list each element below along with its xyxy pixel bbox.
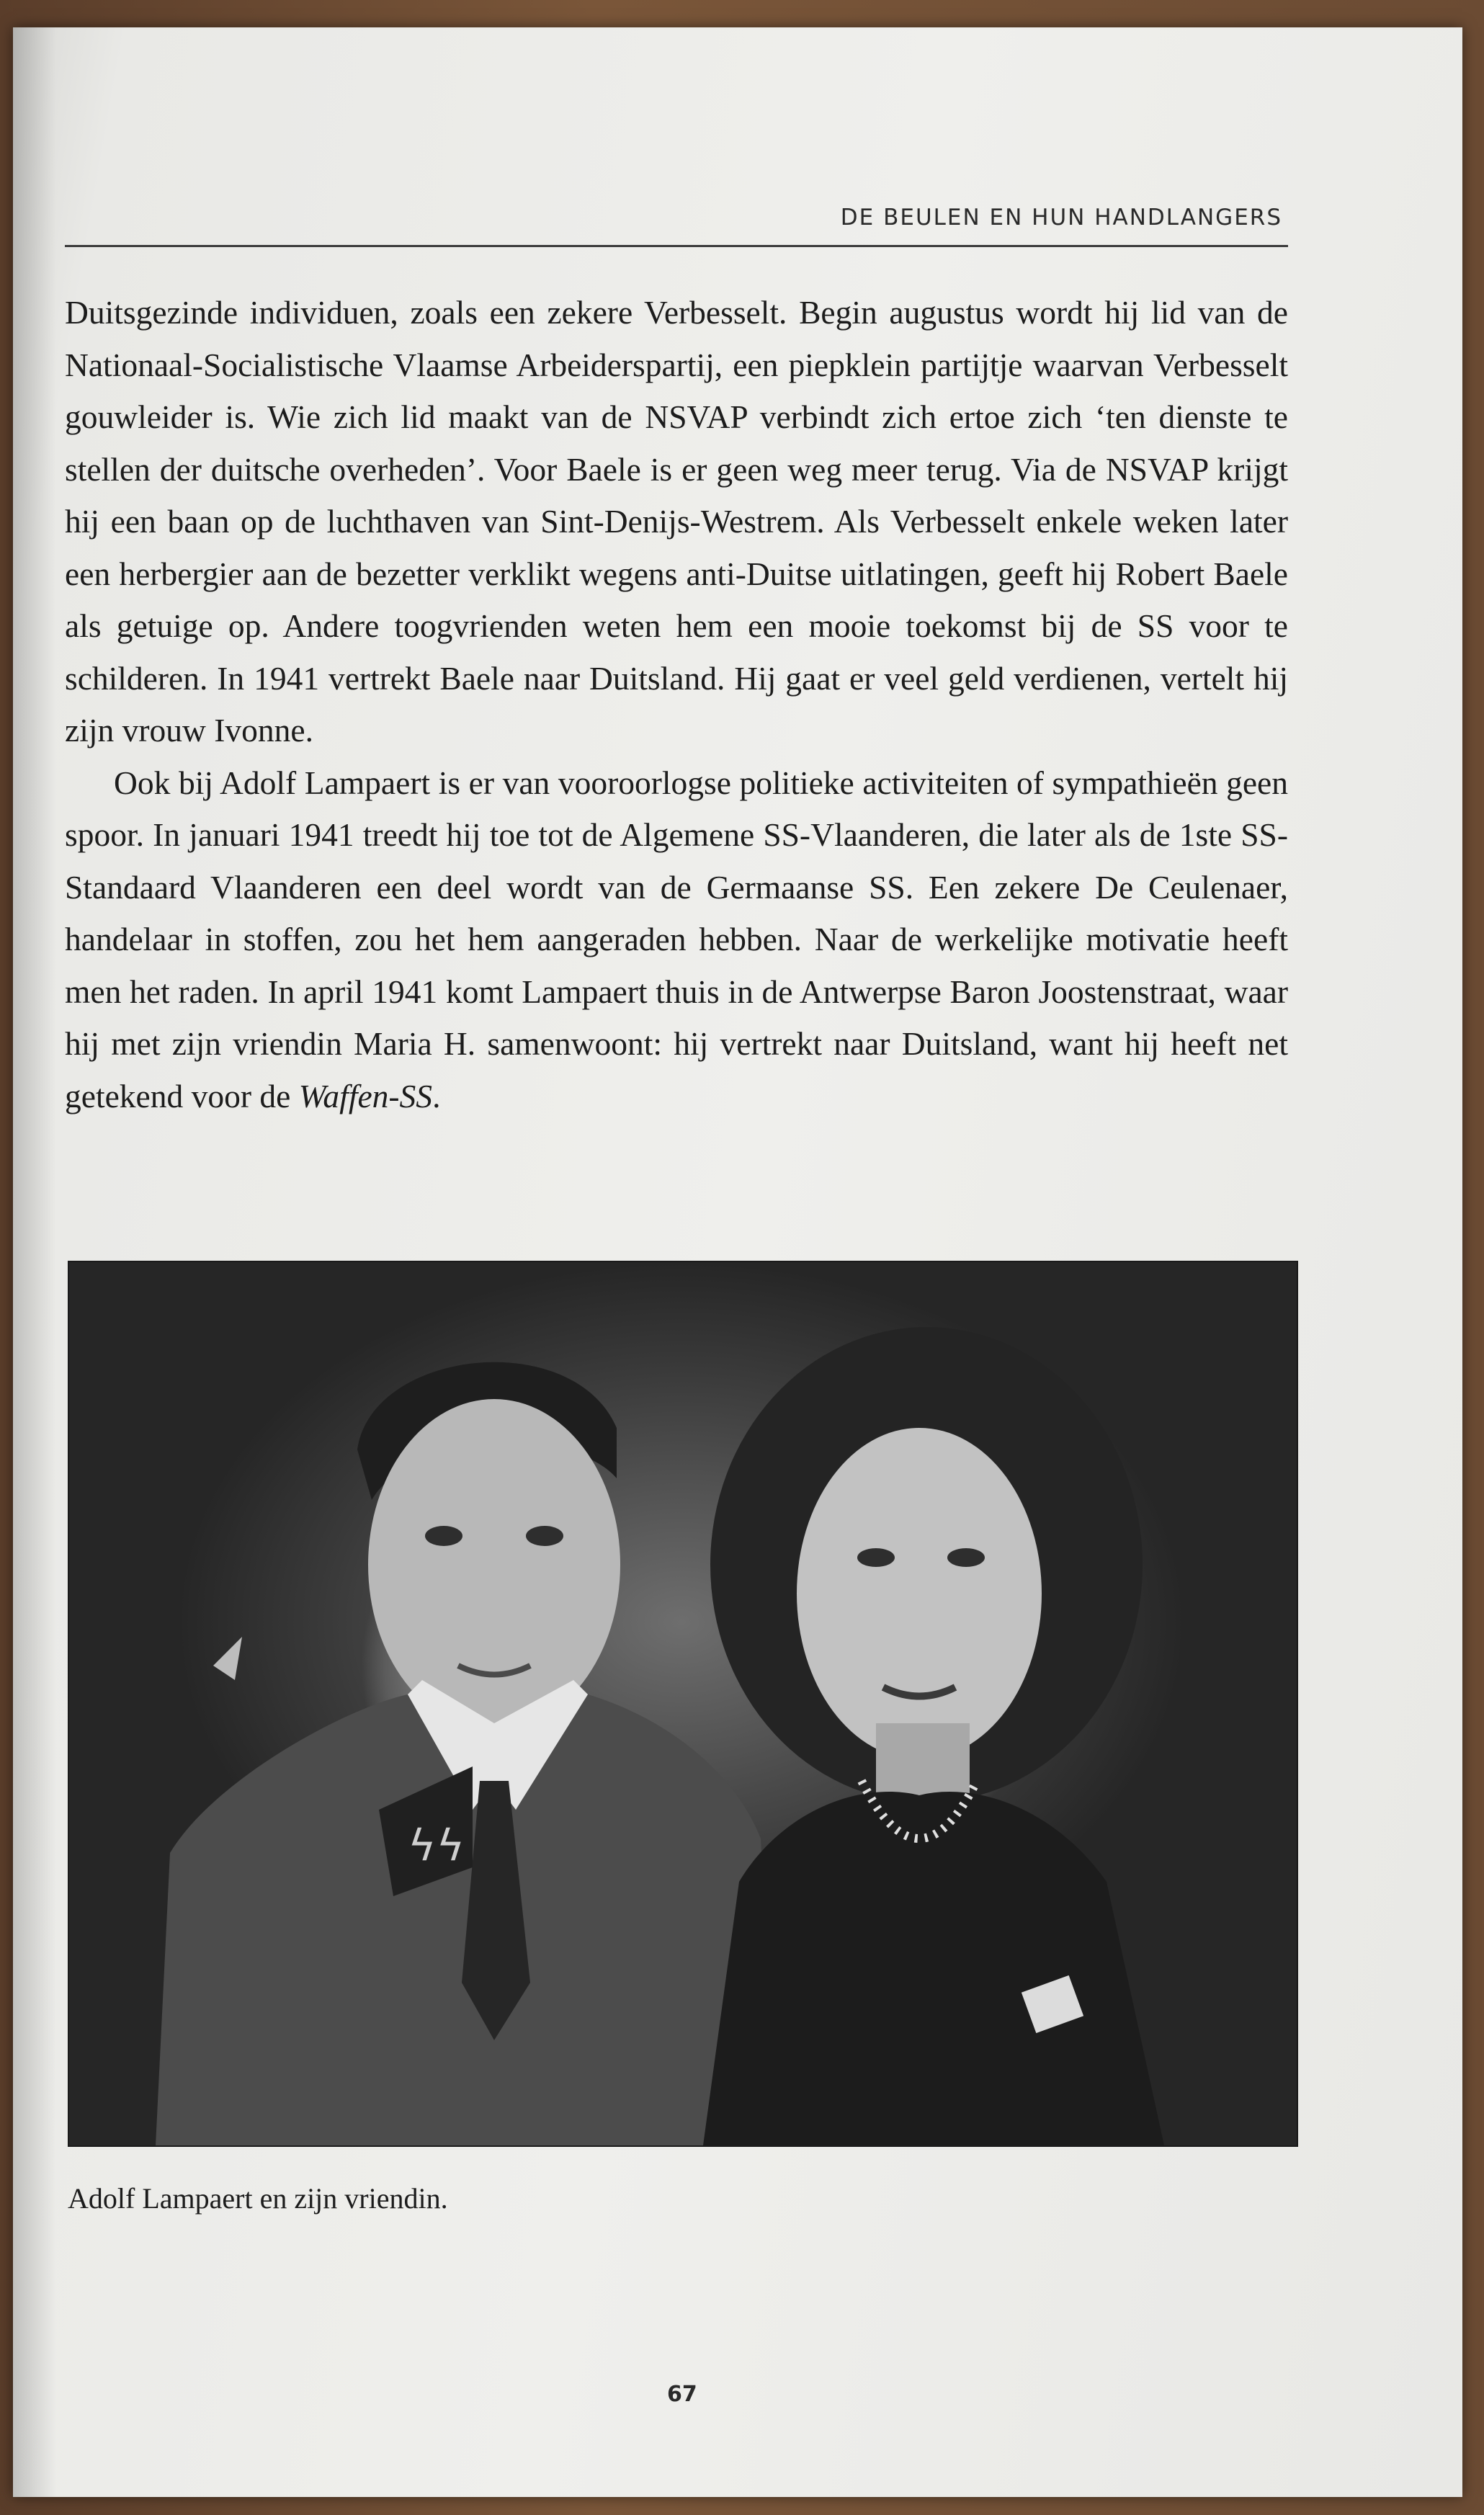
page-number: 67 (667, 2382, 697, 2407)
body-text (65, 287, 1288, 1122)
paragraph-1: Duitsgezinde individuen, zoals een zekere Verbesselt. Begin augustus wordt hij lid van de Nationaal-Socialistische Vlaamse Arbeiderspartij, een piepklein partijtje waarvan Verbesselt gouwleider is. Wie zich lid maakt van de NSVAP verbindt zich ertoe zich ‘ten dienste te stellen der duitsche overheden’. Voor Baele is er geen weg meer terug. Via de NSVAP krijgt hij een baan op de luchthaven van Sint-Denijs-Westrem. Als Verbesselt enkele weken later een herbergier aan de bezetter verklikt wegens anti-Duitse uitlatingen, geeft hij Robert Baele als getuige op. Andere toogvrienden weten hem een mooie toekomst bij de SS voor te schilderen. In 1941 vertrekt Baele naar Duitsland. Hij gaat er veel geld verdienen, vertelt hij zijn vrouw Ivonne. (65, 294, 1288, 749)
svg-text:ϟϟ: ϟϟ (408, 1821, 465, 1871)
paragraph-2 (65, 757, 1288, 1123)
running-head: DE BEULEN EN HUN HANDLANGERS (840, 205, 1282, 231)
paragraph-2-end: . (432, 1077, 441, 1114)
portrait-photo-illustration (69, 1262, 1297, 2145)
photo-caption: Adolf Lampaert en zijn vriendin. (68, 2182, 448, 2215)
paragraph-2-text: Ook bij Adolf Lampaert is er van vooroorlogse politieke activiteiten of sympathieën geen spoor. In januari 1941 treedt hij toe tot de Algemene SS-Vlaanderen, die later als de 1ste SS-Standaard Vlaanderen een deel wordt van de Germaanse SS. Een zekere De Ceulenaer, handelaar in stoffen, zou het hem aangeraden hebben. Naar de werkelijke motivatie heeft men het raden. In april 1941 komt Lampaert thuis in de Antwerpse Baron Joostenstraat, waar hij met zijn vriendin Maria H. samenwoont: hij vertrekt naar Duitsland, want hij heeft net getekend voor de (65, 764, 1288, 1114)
header-rule (65, 245, 1288, 247)
paragraph-2-italic: Waffen-SS (298, 1077, 433, 1114)
book-page (13, 27, 1462, 2497)
portrait-photo (68, 1261, 1298, 2147)
page-spine-shadow (13, 27, 56, 2497)
